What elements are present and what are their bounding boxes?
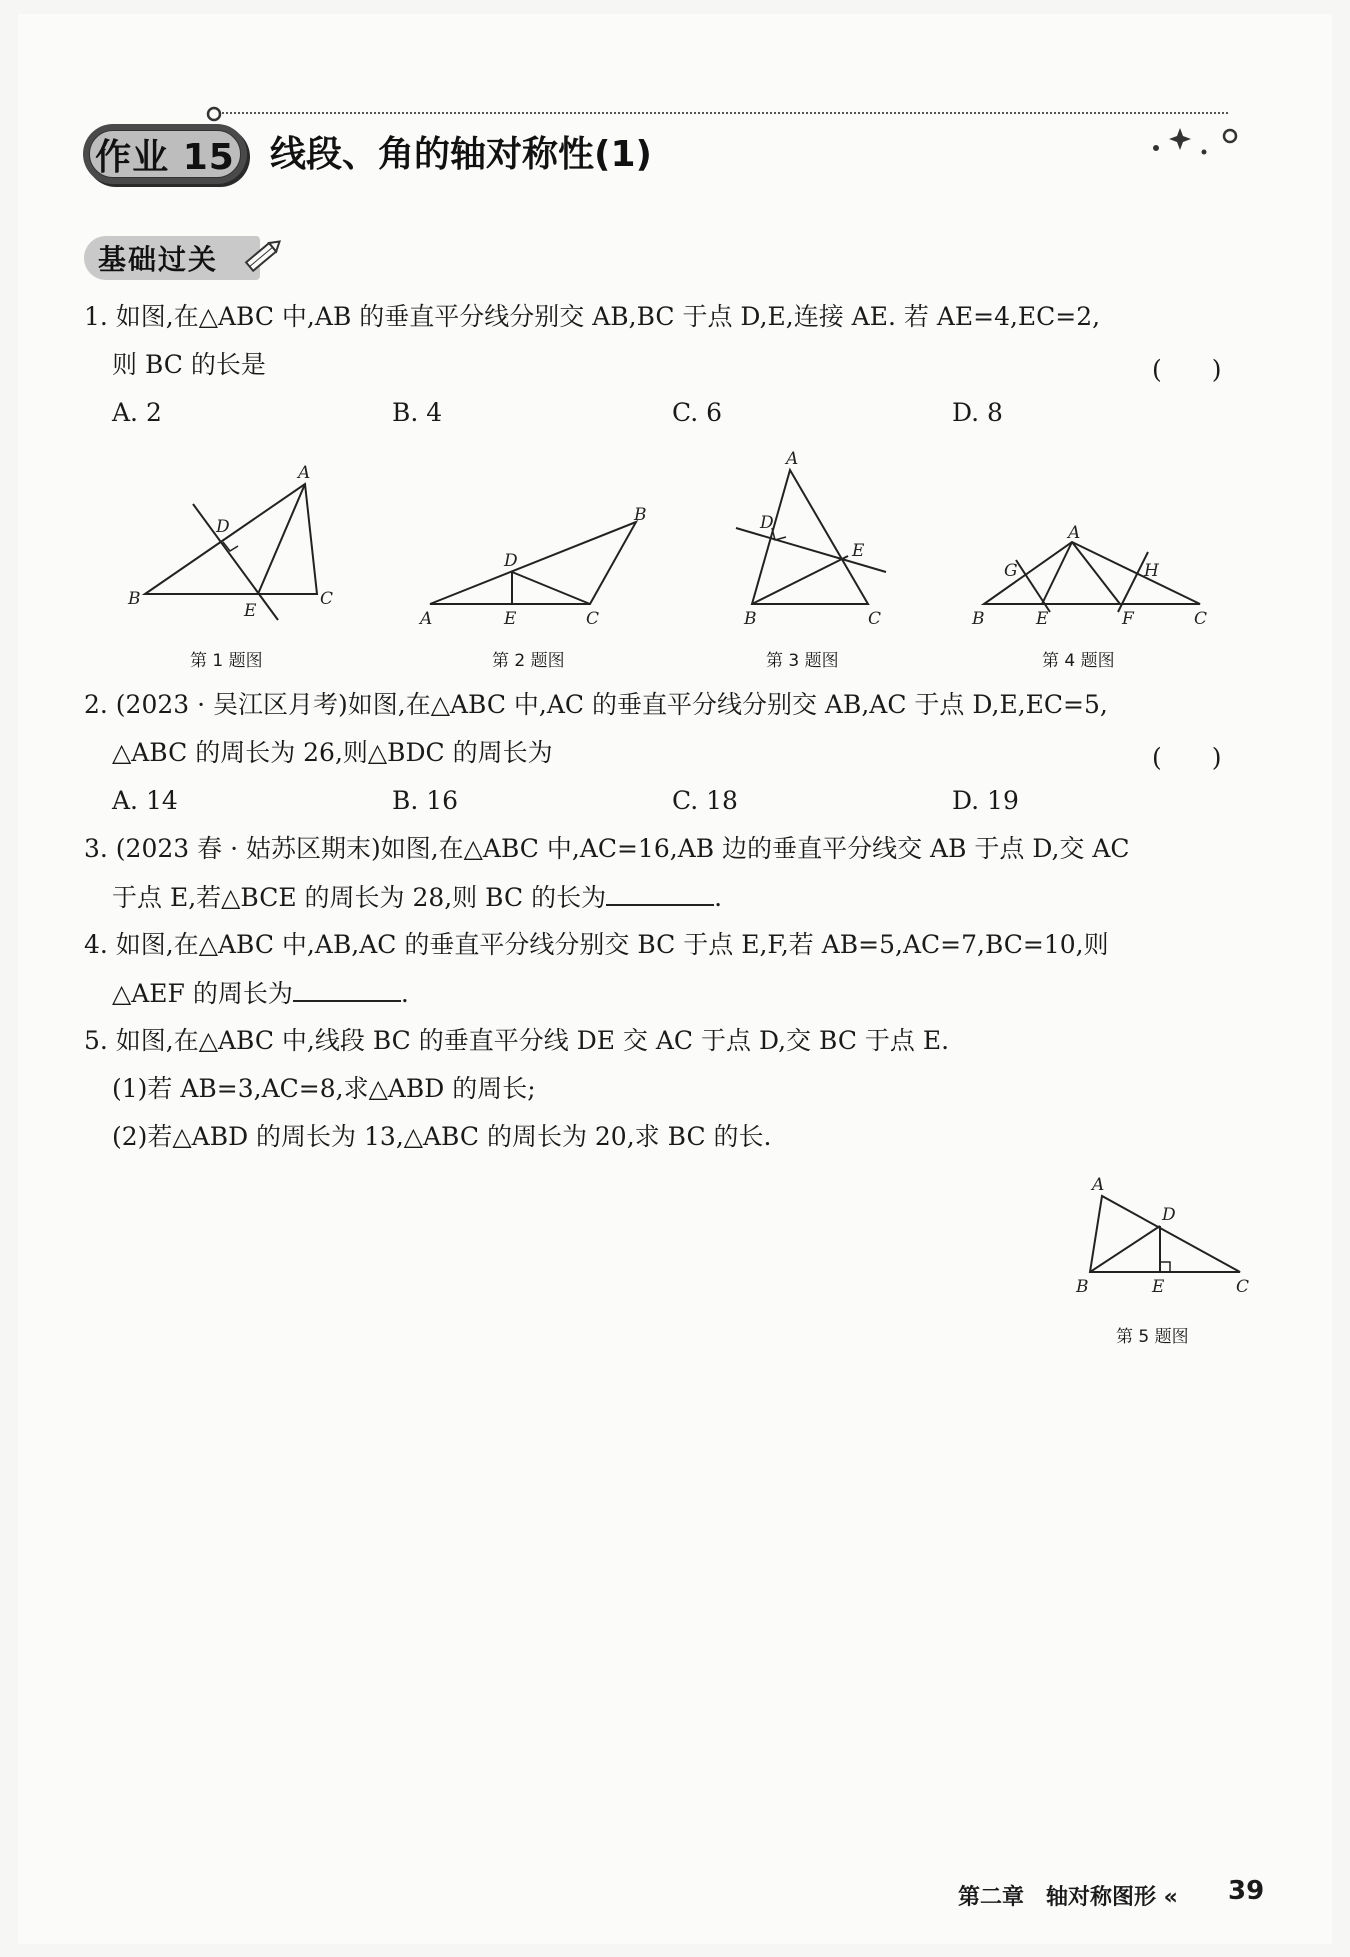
fig5-label-e: E bbox=[1152, 1277, 1165, 1297]
q5-line1: 5. 如图,在△ABC 中,线段 BC 的垂直平分线 DE 交 AC 于点 D,交 BC 于点 E. bbox=[84, 1026, 950, 1055]
q4-line2-text: △AEF 的周长为 bbox=[112, 979, 293, 1008]
pencil-icon bbox=[240, 234, 286, 278]
q2-option-c: C. 18 bbox=[672, 786, 738, 815]
q2-line2: △ABC 的周长为 26,则△BDC 的周长为 bbox=[112, 738, 553, 767]
fig1-label-b: B bbox=[128, 589, 141, 609]
fig4-label-b: B bbox=[972, 609, 985, 629]
fig4-label-a: A bbox=[1068, 523, 1081, 543]
fig3-caption: 第 3 题图 bbox=[766, 651, 839, 671]
homework-badge bbox=[83, 124, 247, 184]
fig3-label-d: D bbox=[760, 513, 774, 533]
q4-line2-end: . bbox=[400, 979, 409, 1008]
fig5-label-a: A bbox=[1092, 1175, 1105, 1195]
q4-line1: 4. 如图,在△ABC 中,AB,AC 的垂直平分线分别交 BC 于点 E,F,若 AB=5,AC=7,BC=10,则 bbox=[84, 930, 1109, 959]
fig5-label-b: B bbox=[1076, 1277, 1089, 1297]
fig3-label-a: A bbox=[786, 449, 799, 469]
fig1-label-a: A bbox=[298, 463, 311, 483]
fig2-label-b: B bbox=[634, 505, 647, 525]
q3-line1: 3. (2023 春 · 姑苏区期末)如图,在△ABC 中,AC=16,AB 边的垂直平分线交 AB 于点 D,交 AC bbox=[84, 834, 1130, 863]
fig2-label-d: D bbox=[504, 551, 518, 571]
header-dotted-line bbox=[218, 112, 1228, 114]
fig3-label-c: C bbox=[868, 609, 882, 629]
fig4-label-h: H bbox=[1144, 561, 1159, 581]
fig3-label-b: B bbox=[744, 609, 757, 629]
q1-option-b: B. 4 bbox=[392, 398, 443, 427]
fig2-caption: 第 2 题图 bbox=[492, 651, 565, 671]
fig4-label-e: E bbox=[1036, 609, 1049, 629]
q1-option-a: A. 2 bbox=[112, 398, 162, 427]
fig3-label-e: E bbox=[852, 541, 865, 561]
q2-answer-paren: ( ) bbox=[1152, 743, 1222, 772]
q5-line2: (1)若 AB=3,AC=8,求△ABD 的周长; bbox=[112, 1074, 536, 1103]
footer-chapter: 第二章 轴对称图形 « bbox=[958, 1885, 1178, 1910]
ring-decoration-icon bbox=[204, 104, 224, 124]
fig1-label-e: E bbox=[244, 601, 257, 621]
q2-option-b: B. 16 bbox=[392, 786, 459, 815]
fig2-label-a: A bbox=[420, 609, 433, 629]
homework-badge-label: 作业 15 bbox=[89, 130, 241, 178]
q1-option-d: D. 8 bbox=[952, 398, 1003, 427]
page-number: 39 bbox=[1228, 1876, 1265, 1906]
fig5-caption: 第 5 题图 bbox=[1116, 1327, 1189, 1347]
q4-answer-blank[interactable] bbox=[293, 978, 401, 1002]
fig4-label-c: C bbox=[1194, 609, 1208, 629]
q1-line1: 1. 如图,在△ABC 中,AB 的垂直平分线分别交 AB,BC 于点 D,E,连接 AE. 若 AE=4,EC=2, bbox=[84, 302, 1101, 331]
q5-line3: (2)若△ABD 的周长为 13,△ABC 的周长为 20,求 BC 的长. bbox=[112, 1122, 772, 1151]
fig1-label-c: C bbox=[320, 589, 334, 609]
q2-line1: 2. (2023 · 吴江区月考)如图,在△ABC 中,AC 的垂直平分线分别交 AB,AC 于点 D,E,EC=5, bbox=[84, 690, 1108, 719]
fig4-label-f: F bbox=[1122, 609, 1134, 629]
q3-line2 bbox=[112, 882, 722, 913]
q1-answer-paren: ( ) bbox=[1152, 355, 1222, 384]
page-title: 线段、角的轴对称性(1) bbox=[270, 134, 652, 175]
fig5-label-c: C bbox=[1236, 1277, 1250, 1297]
q1-option-c: C. 6 bbox=[672, 398, 723, 427]
fig2-label-e: E bbox=[504, 609, 517, 629]
fig4-label-g: G bbox=[1004, 561, 1018, 581]
sparkle-decoration-icon bbox=[1140, 108, 1240, 158]
fig2-label-c: C bbox=[586, 609, 600, 629]
q3-line2-text: 于点 E,若△BCE 的周长为 28,则 BC 的长为 bbox=[112, 883, 607, 912]
q2-option-a: A. 14 bbox=[112, 786, 178, 815]
fig1-caption: 第 1 题图 bbox=[190, 651, 263, 671]
section-tag: 基础过关 bbox=[84, 236, 260, 280]
q1-line2: 则 BC 的长是 bbox=[112, 350, 266, 379]
q3-answer-blank[interactable] bbox=[606, 882, 714, 906]
q2-option-d: D. 19 bbox=[952, 786, 1019, 815]
fig5-label-d: D bbox=[1162, 1205, 1176, 1225]
q4-line2 bbox=[112, 978, 409, 1009]
fig1-label-d: D bbox=[216, 517, 230, 537]
q3-line2-end: . bbox=[714, 883, 723, 912]
fig4-caption: 第 4 题图 bbox=[1042, 651, 1115, 671]
